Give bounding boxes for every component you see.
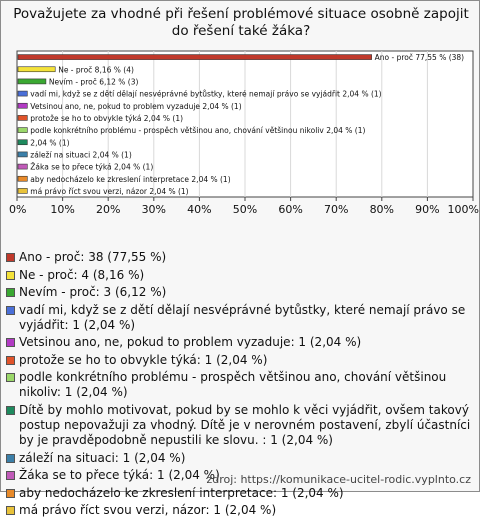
chart-title: Považujete za vhodné při řešení problémové situace osobně zapojit do řešení také žáka? xyxy=(13,6,469,39)
bar-label: Žáka se to přece týká 2,04 % (1) xyxy=(30,162,154,172)
legend-item xyxy=(6,285,476,300)
x-tick-label: 10% xyxy=(50,203,75,216)
bar-label: vadí mi, když se z dětí dělají nesvéprávné bytůstky, které nemají právo se vyjádřit 2,04 % (1) xyxy=(30,89,382,99)
bar xyxy=(18,115,27,120)
bar xyxy=(18,164,27,169)
bar xyxy=(18,91,27,96)
bar-label: Ne - proč 8,16 % (4) xyxy=(58,65,134,75)
bar xyxy=(18,188,27,193)
bar xyxy=(18,152,27,157)
bar xyxy=(18,176,27,181)
x-tick-label: 40% xyxy=(187,203,212,216)
bar xyxy=(18,140,27,145)
x-tick-label: 90% xyxy=(415,203,440,216)
legend-label: Žáka se to přece týká: 1 (2,04 %) xyxy=(19,468,220,483)
x-tick-label: 50% xyxy=(232,203,258,216)
bar-chart xyxy=(1,1,479,246)
bar xyxy=(18,67,55,72)
source-footer: zdroj: https://komunikace-ucitel-rodic.vyplnto.cz xyxy=(206,473,471,486)
x-tick-label: 100% xyxy=(447,203,479,216)
x-tick-label: 0% xyxy=(9,203,27,216)
bar-label: Ano - proč 77,55 % (38) xyxy=(374,53,465,63)
bar-label: aby nedocházelo ke zkreslení interpretace 2,04 % (1) xyxy=(30,174,231,184)
bar-label: má právo říct svou verzi, názor 2,04 % (1) xyxy=(30,186,189,196)
legend-label: aby nedocházelo ke zkreslení interpretace: 1 (2,04 %) xyxy=(19,485,344,500)
x-tick-label: 80% xyxy=(369,203,395,216)
legend-swatch xyxy=(6,288,15,297)
legend-item xyxy=(6,370,476,400)
legend-item xyxy=(6,335,476,350)
legend-label: protože se ho to obvykle týká: 1 (2,04 %) xyxy=(19,352,268,367)
legend-label: má právo říct svou verzi, názor: 1 (2,04 %) xyxy=(19,503,277,518)
legend-label: Vetsinou ano, ne, pokud to problem vyzaduje: 1 (2,04 %) xyxy=(19,335,362,350)
legend-item xyxy=(6,486,476,501)
x-tick-label: 70% xyxy=(323,203,349,216)
x-tick-label: 30% xyxy=(141,203,167,216)
legend-swatch xyxy=(6,271,15,280)
bar-label: 2,04 % (1) xyxy=(30,138,70,148)
legend-label: Ano - proč: 38 (77,55 %) xyxy=(19,250,167,264)
legend-item xyxy=(6,403,476,449)
legend-label: záleží na situaci: 1 (2,04 %) xyxy=(19,450,186,465)
legend-label: Ne - proč: 4 (8,16 %) xyxy=(19,267,145,282)
legend-label: Dítě by mohlo motivovat, pokud by se mohlo k věci vyjádřit, ovšem takový postup nepovažuji za vhodný. Dítě je v nerovném postavení, zbylí účastníci by je pravděpodobně nepustili ke slovu. : 1 (2,04 %) xyxy=(19,402,471,448)
legend-swatch xyxy=(6,489,15,498)
legend-swatch xyxy=(6,373,15,382)
bar xyxy=(18,79,46,84)
legend-swatch xyxy=(6,356,15,365)
bar xyxy=(18,103,27,108)
legend-swatch xyxy=(6,471,15,480)
bar-label: podle konkrétního problému - prospěch většinou ano, chování většinou nikoliv 2,04 % (1) xyxy=(30,126,366,136)
bar-label: Nevím - proč 6,12 % (3) xyxy=(48,77,139,87)
legend-item xyxy=(6,353,476,368)
legend-swatch xyxy=(6,406,15,415)
bar-label: záleží na situaci 2,04 % (1) xyxy=(30,150,132,160)
legend-swatch xyxy=(6,454,15,463)
legend-item xyxy=(6,451,476,466)
bar xyxy=(18,55,372,60)
legend-label: vadí mi, když se z dětí dělají nesvéprávné bytůstky, které nemají právo se vyjádřit: 1 (2,04 %) xyxy=(19,302,466,332)
bar xyxy=(18,128,27,133)
legend-label: podle konkrétního problému - prospěch většinou ano, chování většinou nikoliv: 1 (2,04 %) xyxy=(19,370,447,400)
legend-swatch xyxy=(6,506,15,515)
legend-item xyxy=(6,303,476,333)
legend-label: Nevím - proč: 3 (6,12 %) xyxy=(19,285,167,299)
bar-label: Vetsinou ano, ne, pokud to problem vyzaduje 2,04 % (1) xyxy=(30,101,242,111)
legend-swatch xyxy=(6,338,15,347)
x-tick-label: 20% xyxy=(95,203,121,216)
legend-swatch xyxy=(6,306,15,315)
legend-item xyxy=(6,268,476,283)
bar-label: protože se ho to obvykle týká 2,04 % (1) xyxy=(30,113,184,123)
legend-item xyxy=(6,503,476,518)
legend-swatch xyxy=(6,253,15,262)
x-tick-label: 60% xyxy=(278,203,303,216)
legend-item xyxy=(6,250,476,265)
